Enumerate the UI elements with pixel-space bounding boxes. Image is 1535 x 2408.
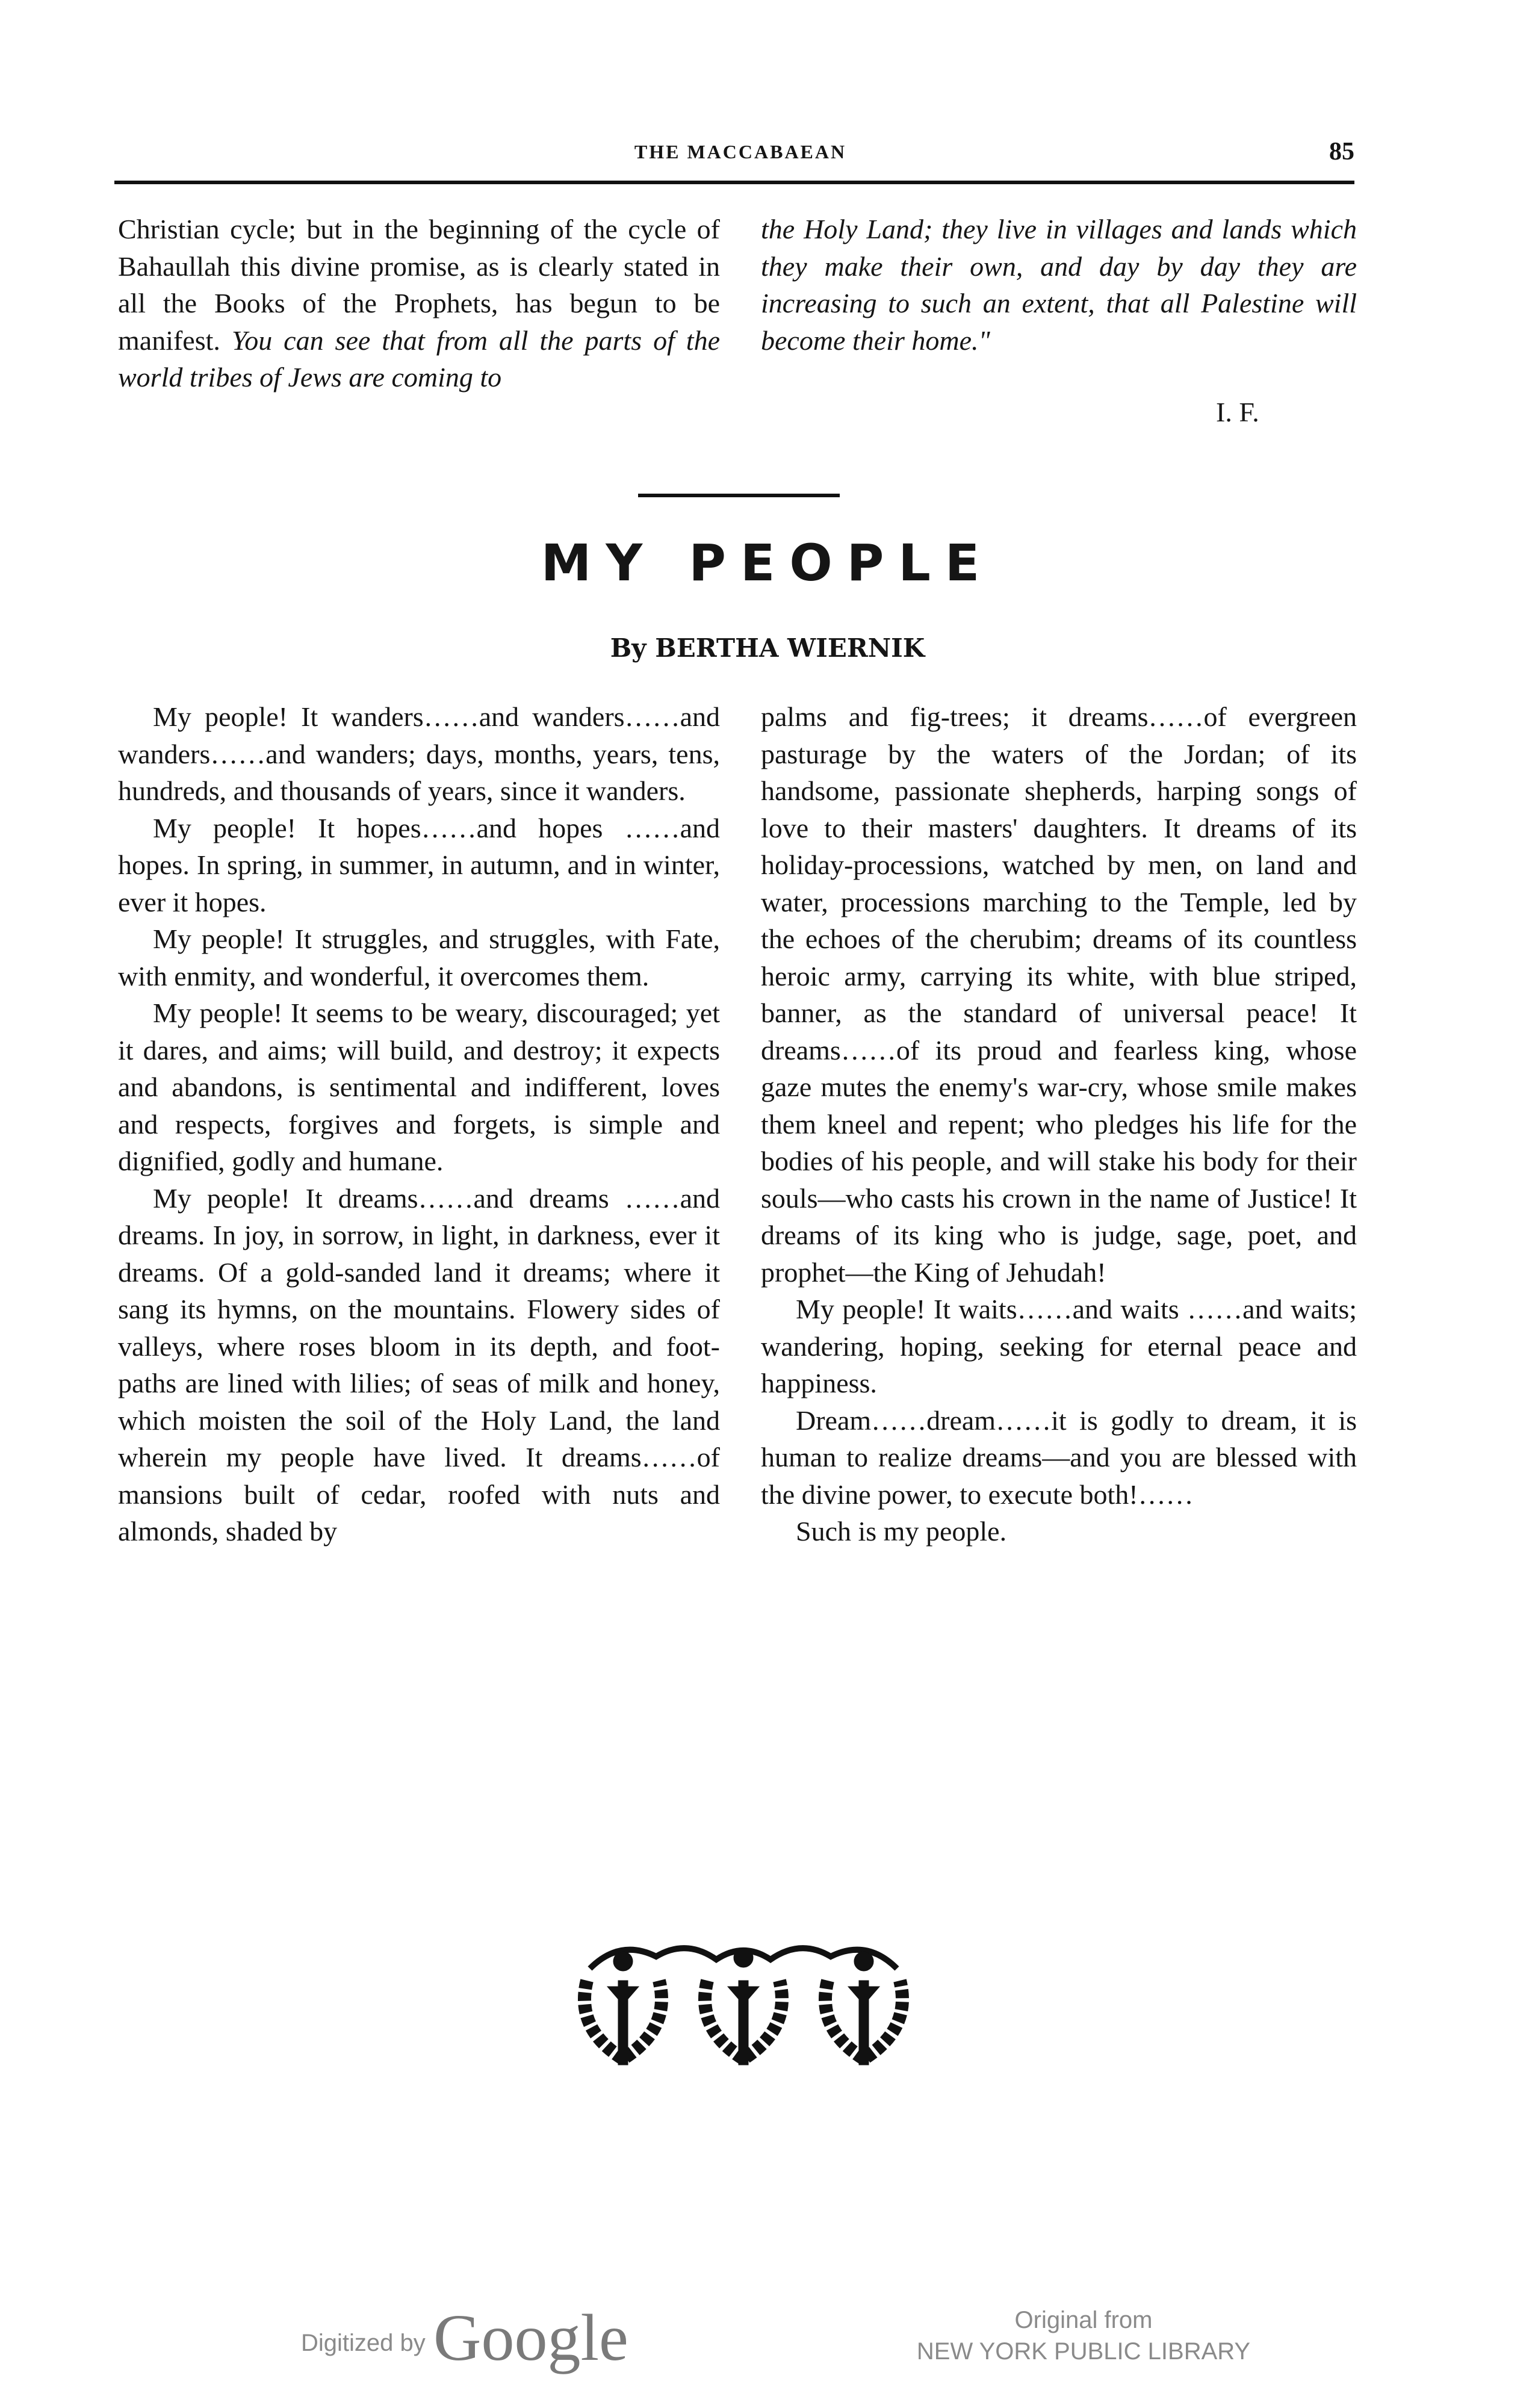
- article-paragraph: Such is my people.: [796, 1516, 1007, 1547]
- digitized-by-label: Digitized by: [301, 2330, 426, 2356]
- previous-article-quote-continued: the Holy Land; they live in villages and lands which they make their own, and day by day they are increasing to such an extent, that all Palestine will become their home.": [761, 214, 1357, 356]
- article-paragraph: palms and fig-trees; it dreams……of evergreen pasturage by the waters of the Jordan; of its handsome, passionate shepherds, harping songs of love to their masters' daughters. It dreams of its holiday-processions, watched by men, on land and water, processions marching to the Temple, led by the echoes of the cherubim; dreams of its countless heroic army, carrying its white, with blue striped, banner, as the standard of universal peace! It dreams……of its proud and fearless king, whose gaze mutes the enemy's war-cry, whose smile makes them kneel and repent; who pledges his life for the bodies of his people, and will stake his body for their souls—who casts his crown in the name of Justice! It dreams of its king who is judge, sage, poet, and prophet—the King of Jehudah!: [761, 701, 1357, 1288]
- title-divider-rule: [638, 494, 840, 497]
- article-paragraph: My people! It wanders……and wanders……and wanders……and wanders; days, months, years, tens, hundreds, and thousands of years, since it wanders.: [118, 701, 720, 806]
- original-from-label: Original from: [1014, 2307, 1153, 2333]
- previous-article-right-column: [761, 211, 1357, 359]
- ornament-wreath-icon: [566, 1926, 921, 2083]
- header-rule: [114, 181, 1354, 184]
- page-number: 85: [1329, 138, 1354, 166]
- article-paragraph: My people! It waits……and waits ……and waits; wandering, hoping, seeking for eternal peace and happiness.: [761, 1294, 1357, 1398]
- library-label: NEW YORK PUBLIC LIBRARY: [916, 2338, 1251, 2365]
- article-right-column: [761, 698, 1357, 1550]
- previous-article-quote: You can see that from all the parts of the world tribes of Jews are coming to: [118, 324, 720, 393]
- running-title: THE MACCABAEAN: [634, 141, 847, 163]
- original-source: [897, 2304, 1270, 2367]
- article-byline: By BERTHA WIERNIK: [610, 633, 925, 663]
- article-paragraph: My people! It seems to be weary, discouraged; yet it dares, and aims; will build, and destroy; it expects and abandons, is sentimental and indifferent, loves and respects, forgives and forgets, is simple and dignified, godly and humane.: [118, 998, 720, 1176]
- article-title: MY PEOPLE: [541, 533, 994, 592]
- article-paragraph: Dream……dream……it is godly to dream, it is human to realize dreams—and you are blessed with the divine power, to execute both!……: [761, 1404, 1357, 1510]
- previous-article-text: Christian cycle; but in the beginning of the cycle of Bahaullah this divine promise, as is clearly stated in all the Books of the Prophets, has begun to be manifest.: [118, 214, 720, 356]
- previous-article-signature: I. F.: [1216, 397, 1259, 427]
- article-paragraph: My people! It struggles, and struggles, with Fate, with enmity, and wonderful, it overcomes them.: [118, 923, 720, 991]
- google-logo: Google: [433, 2301, 628, 2374]
- article-paragraph: My people! It hopes……and hopes ……and hopes. In spring, in summer, in autumn, and in winter, ever it hopes.: [118, 812, 720, 917]
- running-head: [114, 137, 1366, 173]
- article-paragraph: My people! It dreams……and dreams ……and dreams. In joy, in sorrow, in light, in darkness, ever it dreams. Of a gold-sanded land it dreams; where it sang its hymns, on the mountains. Flowery sides of valleys, where roses bloom in its depth, and foot-paths are lined with lilies; of seas of milk and honey, which moisten the soil of the Holy Land, the land wherein my people have lived. It dreams……of mansions built of cedar, roofed with nuts and almonds, shaded by: [118, 1182, 720, 1547]
- previous-article-left-column: [118, 211, 720, 396]
- article-left-column: [118, 698, 720, 1550]
